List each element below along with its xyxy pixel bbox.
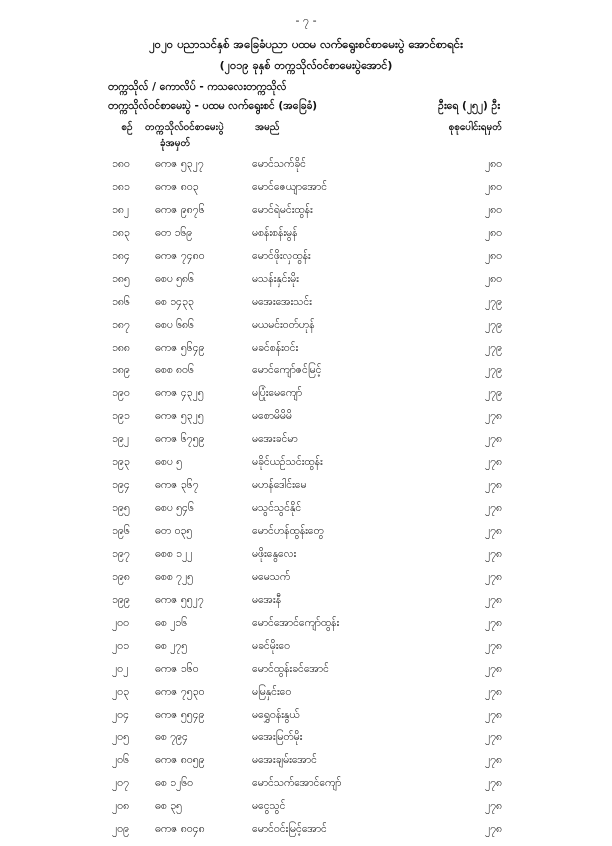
- registration-number: ဓစ ၁၂၆၀: [155, 777, 194, 790]
- row-number: ၁၈၂: [112, 203, 130, 216]
- row-number: ၁၉၉: [112, 593, 130, 606]
- row-number: ၁၈၀: [112, 158, 130, 170]
- registration-number: ဓကဇ ၆၇၅၉: [155, 433, 205, 446]
- student-name: မဟန်ဒေါင်းမေ: [252, 479, 307, 492]
- registration-number: ဓကဇ ၈၀၄၈: [155, 823, 205, 836]
- registration-number: ဓတ ၀၃၅: [155, 525, 193, 537]
- student-name: မဖိုးနွေလေး: [252, 547, 297, 560]
- student-name: မခင်မိုးဝေ: [252, 639, 290, 652]
- row-number: ၂၀၉: [112, 823, 129, 836]
- row-number: ၁၈၃: [112, 226, 130, 239]
- total-marks: ၂၈၀: [484, 249, 502, 262]
- student-name: မအေးအေးသင်း: [252, 295, 312, 308]
- student-name: မောင်ကျော်ဇင်မြင့်: [252, 364, 322, 377]
- total-marks: ၂၇၈: [484, 479, 502, 492]
- row-number: ၁၉၆: [112, 525, 130, 537]
- table-row: [0, 640, 612, 663]
- exam-category-label: တက္ကသိုလ်ဝင်စာမေးပွဲ - ပထမ လက်ရွေးစင် (အခြေခံ): [108, 100, 318, 112]
- total-marks: ၂၇၈: [484, 708, 502, 721]
- row-number: ၂၀၁: [112, 639, 129, 652]
- table-row: [0, 433, 612, 456]
- total-marks: ၂၇၈: [484, 823, 502, 836]
- total-marks: ၂၇၈: [484, 547, 502, 560]
- student-name: မစောမိမိမိ: [252, 410, 292, 423]
- table-row: [0, 158, 612, 181]
- student-name: မောင်ရဲမင်းထွန်း: [252, 203, 313, 216]
- student-name: မမြနှင်းဝေ: [252, 685, 292, 698]
- student-name: မောင်ဖိုးလှထွန်း: [252, 249, 311, 262]
- registration-number: ဓကဇ ၅၅၄၉: [155, 708, 205, 721]
- row-number: ၁၉၈: [112, 570, 130, 583]
- student-name: မရွှေဝန်းနွယ်: [252, 708, 300, 721]
- registration-number: ဓကဇ ၉၈၇၆: [155, 203, 205, 216]
- table-row: [0, 502, 612, 525]
- student-name: မခိုင်ယဉ်သင်းထွန်း: [252, 456, 323, 469]
- table-row: [0, 594, 612, 617]
- row-number: ၁၈၅: [112, 272, 130, 285]
- registration-number: ဓတ ၁၆၉: [155, 226, 193, 239]
- row-number: ၁၉၃: [112, 456, 130, 469]
- row-number: ၂၀၆: [112, 754, 129, 767]
- row-number: ၁၈၉: [112, 364, 130, 377]
- registration-number: ဓစ ၂၇၅: [155, 639, 188, 652]
- document-subtitle: (၂၀၁၉ ခုနှစ် တက္ကသိုလ်ဝင်စာမေးပွဲအောင်): [219, 59, 393, 72]
- registration-number: ဓကဇ ၅၃၂၇: [155, 158, 204, 170]
- page-number: - ၇ -: [295, 14, 317, 27]
- registration-number: ဓစ ၇၉၄: [155, 731, 188, 744]
- total-marks: ၂၇၉: [485, 387, 502, 400]
- total-marks: ၂၇၉: [485, 295, 502, 308]
- row-number: ၂၀၈: [112, 800, 130, 813]
- registration-number: ဓစပ ၅: [155, 456, 183, 469]
- registration-number: ဓကဇ ၈၀၅၉: [155, 754, 205, 767]
- registration-number: ဓကဇ ၃၆၇: [155, 479, 199, 492]
- total-marks: ၂၈၀: [484, 180, 502, 193]
- student-name: မသွင်သွင်နိုင်: [252, 502, 302, 515]
- column-header-reg-line2: ခုံအမှတ်: [160, 138, 191, 149]
- student-name: မောင်အောင်ကျော်ထွန်း: [252, 616, 340, 629]
- table-row: [0, 800, 612, 823]
- student-name: မောင်ဟန်ထွန်းတွေ: [252, 525, 324, 537]
- registration-number: ဓကဇ ၅၃၂၅: [155, 410, 204, 423]
- student-name: မောင်ထွန်းခင်အောင်: [252, 662, 329, 675]
- student-name: မခင်စန်းဝင်း: [252, 341, 299, 354]
- total-marks: ၂၇၈: [484, 570, 502, 583]
- row-number: ၁၈၄: [112, 249, 130, 262]
- table-row: [0, 204, 612, 227]
- row-number: ၂၀၇: [112, 777, 129, 790]
- table-row: [0, 731, 612, 754]
- student-name: မောင်သက်အောင်ကျော်: [252, 777, 342, 790]
- results-list: [0, 158, 612, 846]
- student-name: မစန်းစန်းမွန်: [252, 226, 298, 239]
- total-marks: ၂၇၈: [484, 456, 502, 469]
- table-row: [0, 548, 612, 571]
- table-row: [0, 571, 612, 594]
- registration-number: ဓစစ ၈၀၆: [155, 364, 194, 377]
- row-number: ၁၈၇: [112, 318, 130, 331]
- registration-number: ဓစပ ၅၈၆: [155, 272, 194, 285]
- total-marks: ၂၇၈: [484, 502, 502, 515]
- total-marks: ၂၈၀: [484, 158, 502, 170]
- student-name: မောင်ဇေယျာအောင်: [252, 180, 328, 193]
- table-row: [0, 181, 612, 204]
- total-marks: ၂၇၈: [484, 410, 502, 423]
- university-label: တက္ကသိုလ် / ကောလိပ် - ကသလေးတက္ကသိုလ်: [108, 81, 287, 93]
- total-marks: ၂၇၈: [484, 639, 502, 652]
- registration-number: ဓကဇ ၄၃၂၅: [155, 387, 204, 400]
- registration-number: ဓစပ ၆၈၆: [155, 318, 194, 331]
- registration-number: ဓကဇ ၅၅၂၇: [155, 593, 204, 606]
- row-number: ၁၉၂: [112, 433, 129, 446]
- registration-number: ဓကဇ ၈၀၃: [155, 180, 199, 193]
- column-header-name: အမည်: [255, 122, 280, 133]
- table-row: [0, 410, 612, 433]
- table-row: [0, 387, 612, 410]
- student-name: မမေသက်: [252, 570, 291, 583]
- table-row: [0, 709, 612, 732]
- registration-number: ဓစပ ၅၄၆: [155, 502, 194, 515]
- total-marks: ၂၇၈: [484, 731, 502, 744]
- student-name: မအေးခင်မာ: [252, 433, 298, 446]
- row-number: ၂၀၃: [112, 685, 129, 698]
- table-row: [0, 364, 612, 387]
- registration-number: ဓကဇ ၇၄၈၀: [155, 249, 205, 262]
- total-marks: ၂၈၀: [484, 203, 502, 216]
- total-marks: ၂၇၉: [485, 318, 502, 331]
- row-number: ၁၈၁: [112, 180, 130, 193]
- total-marks: ၂၇၉: [485, 341, 502, 354]
- table-row: [0, 777, 612, 800]
- table-row: [0, 319, 612, 342]
- registration-number: ဓစ ၁၄၃၃: [155, 295, 194, 308]
- total-marks: ၂၇၈: [484, 593, 502, 606]
- row-number: ၁၉၅: [112, 502, 130, 515]
- total-marks: ၂၈၀: [484, 226, 502, 239]
- table-row: [0, 342, 612, 365]
- student-name: မအေးနီ: [252, 593, 282, 606]
- total-marks: ၂၇၈: [484, 662, 502, 675]
- total-count-label: ဦးရေ (၂၅၂) ဦး: [438, 100, 500, 112]
- table-row: [0, 525, 612, 548]
- table-row: [0, 456, 612, 479]
- table-row: [0, 273, 612, 296]
- table-row: [0, 663, 612, 686]
- student-name: မသန်းနှင်းမိုး: [252, 272, 299, 285]
- total-marks: ၂၇၈: [484, 685, 502, 698]
- row-number: ၂၀၅: [112, 731, 129, 744]
- registration-number: ဓစစ ၇၂၅: [155, 570, 194, 583]
- table-row: [0, 617, 612, 640]
- row-number: ၂၀၄: [112, 708, 129, 721]
- total-marks: ၂၇၈: [484, 777, 502, 790]
- row-number: ၁၈၈: [112, 341, 130, 354]
- table-row: [0, 296, 612, 319]
- table-row: [0, 227, 612, 250]
- column-header-marks: စုစုပေါင်းရမှတ်: [448, 122, 502, 133]
- student-name: မအေးမြတ်မိုး: [252, 731, 303, 744]
- row-number: ၁၉၇: [112, 547, 130, 560]
- column-header-no: စဉ်: [121, 122, 133, 133]
- document-title: ၂၀၂၀ ပညာသင်နှစ် အခြေခံပညာ ပထမ လက်ရွေးစင်စာမေးပွဲ အောင်စာရင်း: [148, 37, 464, 51]
- total-marks: ၂၇၈: [484, 754, 502, 767]
- registration-number: ဓစ ၂၁၆: [155, 616, 188, 629]
- student-name: မောင်ဝင်းမြင့်အောင်: [252, 823, 327, 836]
- registration-number: ဓကဇ ၅၆၄၉: [155, 341, 205, 354]
- registration-number: ဓစ ၃၅: [155, 800, 182, 813]
- total-marks: ၂၇၈: [484, 525, 502, 537]
- row-number: ၁၉၄: [112, 479, 130, 492]
- total-marks: ၂၈၀: [484, 272, 502, 285]
- row-number: ၂၀၂: [112, 662, 129, 675]
- row-number: ၁၉၀: [112, 387, 130, 400]
- student-name: မငွေသွင်: [252, 800, 286, 813]
- total-marks: ၂၇၈: [484, 616, 502, 629]
- total-marks: ၂၇၈: [484, 800, 502, 813]
- table-row: [0, 823, 612, 846]
- registration-number: ဓစစ ၁၂၂: [155, 547, 193, 560]
- student-name: မအေးချမ်းအောင်: [252, 754, 317, 767]
- registration-number: ဓကဇ ၇၅၃၀: [155, 685, 205, 698]
- table-row: [0, 754, 612, 777]
- row-number: ၂၀၀: [112, 616, 129, 629]
- registration-number: ဓကဇ ၁၆၀: [155, 662, 199, 675]
- table-row: [0, 479, 612, 502]
- column-header-reg: တက္ကသိုလ်ဝင်စာမေးပွဲ: [145, 122, 224, 133]
- table-row: [0, 250, 612, 273]
- table-row: [0, 686, 612, 709]
- total-marks: ၂၇၉: [485, 364, 502, 377]
- row-number: ၁၉၁: [112, 410, 130, 423]
- student-name: မောင်သက်ခိုင်: [252, 158, 306, 170]
- row-number: ၁၈၆: [112, 295, 130, 308]
- total-marks: ၂၇၈: [484, 433, 502, 446]
- student-name: မယမင်းဝတ်ဟုန်: [252, 318, 315, 331]
- student-name: မပြုံးမေကျော်: [252, 387, 303, 400]
